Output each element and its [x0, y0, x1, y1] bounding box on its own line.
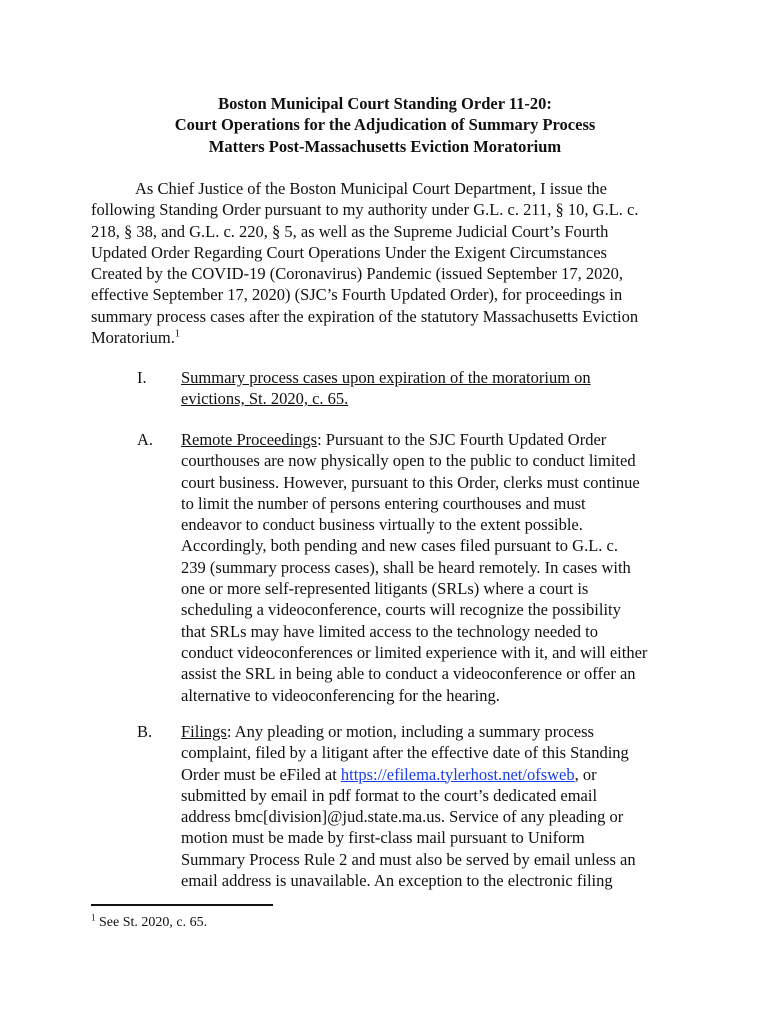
section-b-line: motion must be made by first-class mail pursuant to Uniform [181, 828, 585, 848]
section-b-body [181, 721, 701, 891]
section-a-body [181, 429, 701, 706]
section-a-line: Accordingly, both pending and new cases filed pursuant to G.L. c. [181, 536, 618, 556]
section-b-line: submitted by email in pdf format to the court’s dedicated email [181, 785, 598, 805]
intro-line-last [91, 327, 691, 348]
section-a-line: 239 (summary process cases), shall be heard remotely. In cases with [181, 557, 631, 577]
section-a-line: scheduling a videoconference, courts will recognize the possibility [181, 600, 621, 620]
title-line-3: Matters Post-Massachusetts Eviction Moratorium [208, 136, 562, 156]
section-b-text: : Any pleading or motion, including a summary process [226, 722, 594, 741]
section-b-line: address bmc[division]@jud.state.ma.us. Service of any pleading or [181, 807, 624, 827]
section-b-heading: Filings [181, 722, 227, 741]
intro-line: As Chief Justice of the Boston Municipal Court Department, I issue the [135, 179, 608, 198]
section-b-line: complaint, filed by a litigant after the effective date of this Standing [181, 743, 629, 763]
section-b-line: email address is unavailable. An exception to the electronic filing [181, 871, 613, 891]
section-a-heading: Remote Proceedings [181, 430, 318, 449]
section-b-text: Order must be eFiled at [181, 764, 341, 784]
title-line-2: Court Operations for the Adjudication of Summary Process [174, 115, 596, 135]
section-a-line: to limit the number of persons entering courthouses and must [181, 493, 586, 513]
section-a-marker: A. [137, 430, 154, 449]
footnote-reference[interactable]: 1 [174, 328, 180, 340]
intro-line: Updated Order Regarding Court Operations Under the Exigent Circumstances [91, 242, 607, 262]
title-line-1: Boston Municipal Court Standing Order 11-20: [218, 94, 552, 113]
section-i-heading-line: Summary process cases upon expiration of the moratorium on [181, 368, 591, 387]
footnote-text: See St. 2020, c. 65. [95, 915, 208, 930]
footnote [91, 914, 207, 932]
section-a-text: : Pursuant to the SJC Fourth Updated Order [317, 430, 607, 449]
section-a-line: conduct videoconferences or limited experience with it, and will either [181, 642, 648, 662]
footnote-divider [91, 904, 273, 906]
intro-line: summary process cases after the expiration of the statutory Massachusetts Eviction [91, 306, 639, 326]
section-i-marker: I. [137, 368, 147, 387]
intro-paragraph [91, 178, 691, 348]
section-b-marker: B. [137, 722, 153, 741]
section-a-line: court business. However, pursuant to this Order, clerks must continue [181, 472, 640, 492]
intro-line: 218, § 38, and G.L. c. 220, § 5, as well as the Supreme Judicial Court’s Fourth [91, 221, 609, 241]
efile-link[interactable]: https://efilema.tylerhost.net/ofsweb [340, 764, 575, 784]
section-a-line: alternative to videoconferencing for the hearing. [181, 685, 500, 705]
intro-line-text: Moratorium. [91, 328, 175, 348]
section-b-line: Summary Process Rule 2 and must also be served by email unless an [181, 849, 636, 869]
section-a-line: one or more self-represented litigants (SRLs) where a court is [181, 579, 589, 599]
section-a-line: endeavor to conduct business virtually to the extent possible. [181, 515, 583, 535]
intro-line: Created by the COVID-19 (Coronavirus) Pandemic (issued September 17, 2020, [91, 264, 624, 284]
section-i-heading [181, 367, 701, 410]
section-i-heading-line: evictions, St. 2020, c. 65. [181, 389, 349, 409]
section-a-line: courthouses are now physically open to the public to conduct limited [181, 451, 636, 471]
section-b-text: , or [574, 764, 597, 784]
intro-line: effective September 17, 2020) (SJC’s Fourth Updated Order), for proceedings in [91, 285, 623, 305]
section-a-line: assist the SRL in being able to conduct a videoconference or offer an [181, 664, 636, 684]
section-a-line: that SRLs may have limited access to the technology needed to [181, 621, 598, 641]
intro-line: following Standing Order pursuant to my authority under G.L. c. 211, § 10, G.L. c. [91, 200, 639, 220]
document-title [0, 93, 770, 157]
footnote-number: 1 [91, 912, 96, 923]
